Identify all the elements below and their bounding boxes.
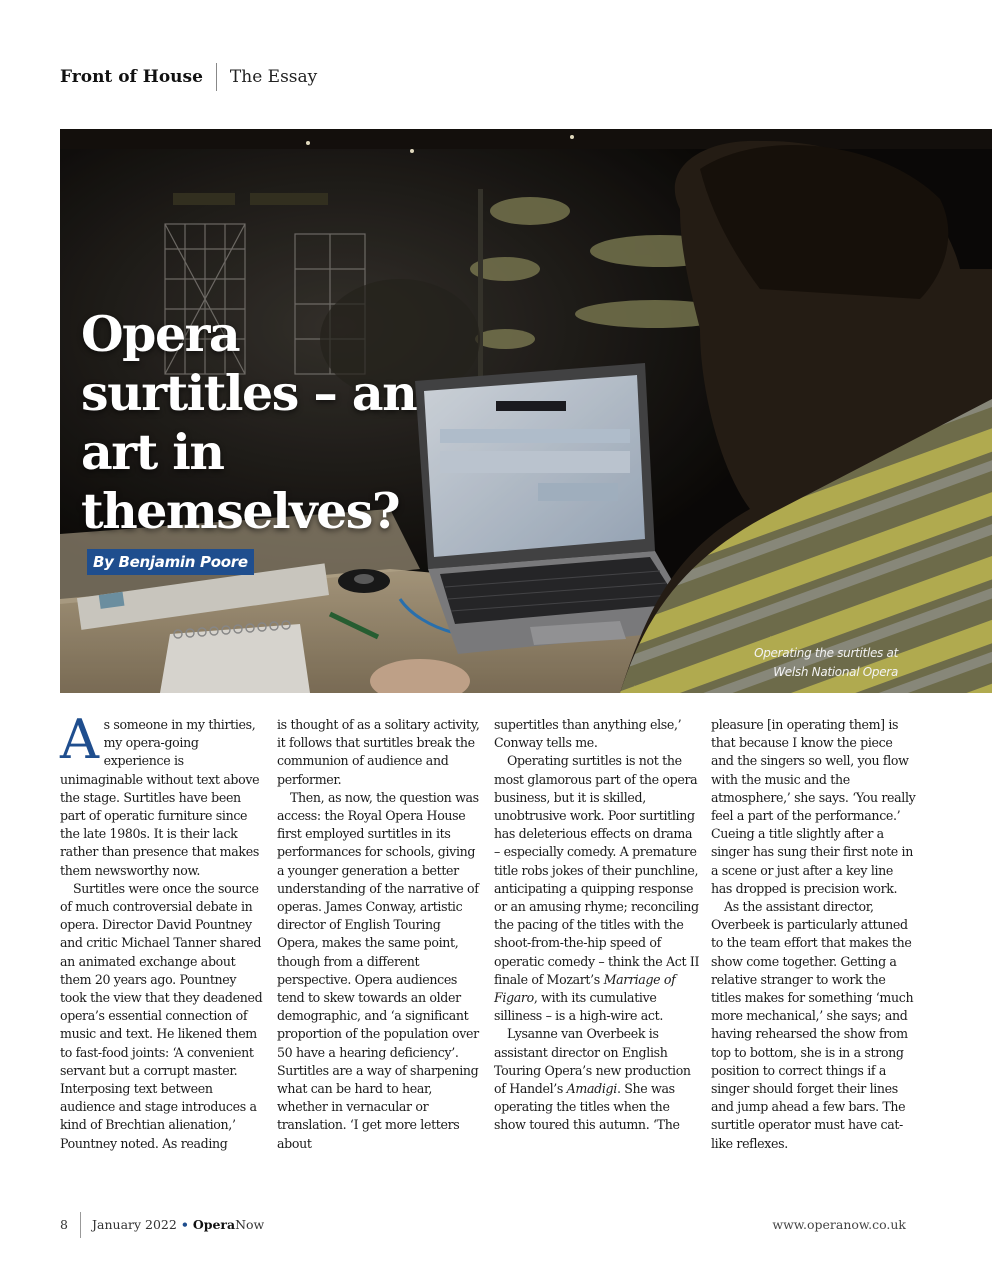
header-divider — [216, 63, 217, 91]
paragraph: As the assistant director, Overbeek is particularly attuned to the team effort that makes the show come together. Getting a relative stranger to work the titles makes for something ‘much more mechanical,’ she says; and having rehearsed the show from top to bottom, she is in a strong position to correct things if a singer should forget their lines and jump ahead a few bars. The surtitle operator must have cat-like reflexes. — [711, 899, 914, 1151]
article-headline: Opera surtitles – an art in themselves? — [81, 305, 417, 540]
article-column-3 — [494, 716, 700, 1135]
website-url[interactable]: www.operanow.co.uk — [772, 1217, 906, 1232]
paragraph: Then, as now, the question was access: the Royal Opera House first employed surtitles in its performances for schools, giving a younger generation a better understanding of the narrative of operas. James Conway, artistic director of English Touring Opera, makes the same point, though from a different perspective. Opera audiences tend to skew towards an older demographic, and ‘a significant proportion of the population over 50 have a hearing deficiency’. Surtitles are a way of sharpening what can be hard to hear, whether in vernacular or translation. ‘I get more letters about — [277, 789, 479, 1151]
paragraph: is thought of as a solitary activity, it follows that surtitles break the communion of audience and performer. — [277, 717, 480, 787]
paragraph — [494, 752, 700, 1025]
article-column-1 — [60, 708, 266, 1153]
paragraph: Surtitles were once the source of much controversial debate in opera. Director David Pountney and critic Michael Tanner shared an animated exchange about them 20 years ago. Pountney took the view that they deadened opera’s essential connection of music and text. He likened them to fast-food joints: ‘A convenient servant but a corrupt master. Interposing text between audience and stage introduces a kind of Brechtian alienation,’ Pountney noted. As reading — [60, 880, 263, 1151]
subsection-label: The Essay — [229, 67, 318, 87]
issue-info — [92, 1217, 264, 1232]
paragraph-text: Operating surtitles is not the most glamorous part of the opera business, but it is skilled, unobtrusive work. Poor surtitling has deleterious effects on drama – especially comedy. A premature title robs jokes of their punchline, anticipating a quipping response or an amusing rhyme; reconciling the pacing of the titles with the shoot-from-the-hip speed of operatic comedy – think the Act II finale of Mozart’s — [494, 753, 700, 987]
paragraph: pleasure [in operating them] is that because I know the piece and the singers so well, you flow with the music and the atmosphere,’ she says. ‘You really feel a part of the performance.’ Cueing a title slightly after a singer has sung their first note in a scene or just after a key line has dropped is precision work. — [711, 717, 916, 896]
drop-cap: A — [60, 708, 99, 771]
author-byline: By Benjamin Poore — [87, 549, 254, 575]
magazine-brand-bold: Opera — [192, 1217, 236, 1232]
page-header — [60, 62, 317, 92]
article-column-2 — [277, 716, 483, 1153]
hero-photo — [60, 129, 992, 693]
paragraph: s someone in my thirties, my opera-going experience is unimaginable without text above the stage. Surtitles have been part of operatic furniture since the late 1980s. It is their lack rather than presence that makes them newsworthy now. — [60, 717, 260, 878]
section-label: Front of House — [60, 67, 203, 87]
article-body — [60, 708, 916, 1196]
paragraph-text: , with its cumulative silliness – is a high-wire act. — [494, 990, 663, 1024]
footer-divider — [80, 1212, 81, 1238]
article-column-4 — [711, 716, 917, 1153]
opera-title: Amadigi — [566, 1081, 617, 1097]
bullet-separator: • — [180, 1217, 189, 1232]
photo-caption: Operating the surtitles at Welsh National Opera — [754, 646, 898, 679]
page-footer — [60, 1212, 906, 1238]
opera-title: Marriage of Figaro — [494, 971, 676, 1006]
paragraph-text: . She was operating the titles when the show toured this autumn. ‘The — [494, 1081, 680, 1133]
paragraph-text: Lysanne van Overbeek is assistant director on English Touring Opera’s new production of Handel’s — [494, 1026, 691, 1097]
paragraph — [494, 1025, 700, 1134]
page-number: 8 — [60, 1217, 68, 1232]
issue-date: January 2022 — [92, 1217, 177, 1232]
magazine-brand-regular: Now — [235, 1217, 265, 1232]
paragraph: supertitles than anything else,’ Conway tells me. — [494, 717, 682, 751]
